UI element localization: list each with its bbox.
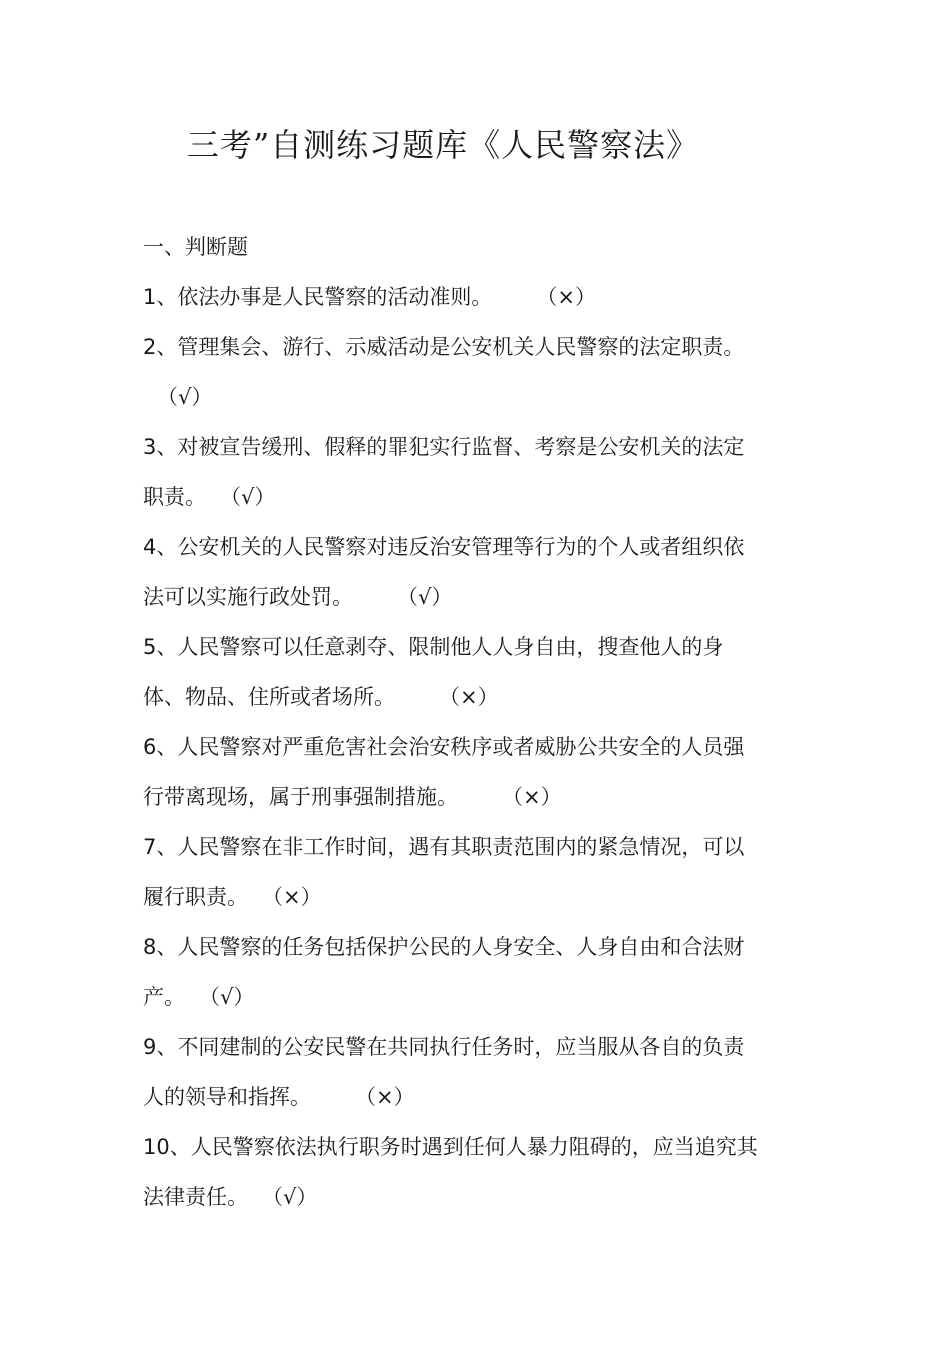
question-4 bbox=[143, 522, 763, 622]
question-7 bbox=[143, 822, 763, 922]
question-text: 1、依法办事是人民警察的活动准则。 bbox=[143, 285, 493, 309]
question-text: 5、人民警察可以任意剥夺、限制他人人身自由，搜查他人的身体、物品、住所或者场所。 bbox=[143, 635, 724, 709]
question-text: 7、人民警察在非工作时间，遇有其职责范围内的紧急情况，可以履行职责。 bbox=[143, 835, 745, 909]
question-answer: （×） bbox=[439, 685, 499, 709]
question-6 bbox=[143, 722, 763, 822]
question-text: 6、人民警察对严重危害社会治安秩序或者威胁公共安全的人员强行带离现场，属于刑事强制措施。 bbox=[143, 735, 745, 809]
question-10 bbox=[143, 1122, 763, 1222]
document-content bbox=[143, 222, 763, 1222]
question-answer: （√） bbox=[262, 1185, 318, 1209]
question-text: 3、对被宣告缓刑、假释的罪犯实行监督、考察是公安机关的法定职责。 bbox=[143, 435, 745, 509]
question-8 bbox=[143, 922, 763, 1022]
question-text: 4、公安机关的人民警察对违反治安管理等行为的个人或者组织依法可以实施行政处罚。 bbox=[143, 535, 745, 609]
question-answer: （×） bbox=[502, 785, 562, 809]
question-5 bbox=[143, 622, 763, 722]
question-answer: （×） bbox=[355, 1085, 415, 1109]
question-9 bbox=[143, 1022, 763, 1122]
question-answer: （√） bbox=[157, 385, 213, 409]
question-text: 10、人民警察依法执行职务时遇到任何人暴力阻碍的，应当追究其法律责任。 bbox=[143, 1135, 758, 1209]
question-3 bbox=[143, 422, 763, 522]
question-answer: （√） bbox=[397, 585, 453, 609]
question-1 bbox=[143, 272, 763, 322]
question-answer: （√） bbox=[199, 985, 255, 1009]
question-text: 8、人民警察的任务包括保护公民的人身安全、人身自由和合法财产。 bbox=[143, 935, 745, 1009]
document-title: 三考”自测练习题库《人民警察法》 bbox=[186, 126, 700, 164]
question-2 bbox=[143, 322, 763, 422]
section-heading: 一、判断题 bbox=[143, 235, 248, 259]
question-text: 9、不同建制的公安民警在共同执行任务时，应当服从各自的负责人的领导和指挥。 bbox=[143, 1035, 745, 1109]
question-text: 2、管理集会、游行、示威活动是公安机关人民警察的法定职责。 bbox=[143, 335, 745, 359]
question-answer: （×） bbox=[536, 285, 596, 309]
question-answer: （√） bbox=[220, 485, 276, 509]
question-answer: （×） bbox=[262, 885, 322, 909]
